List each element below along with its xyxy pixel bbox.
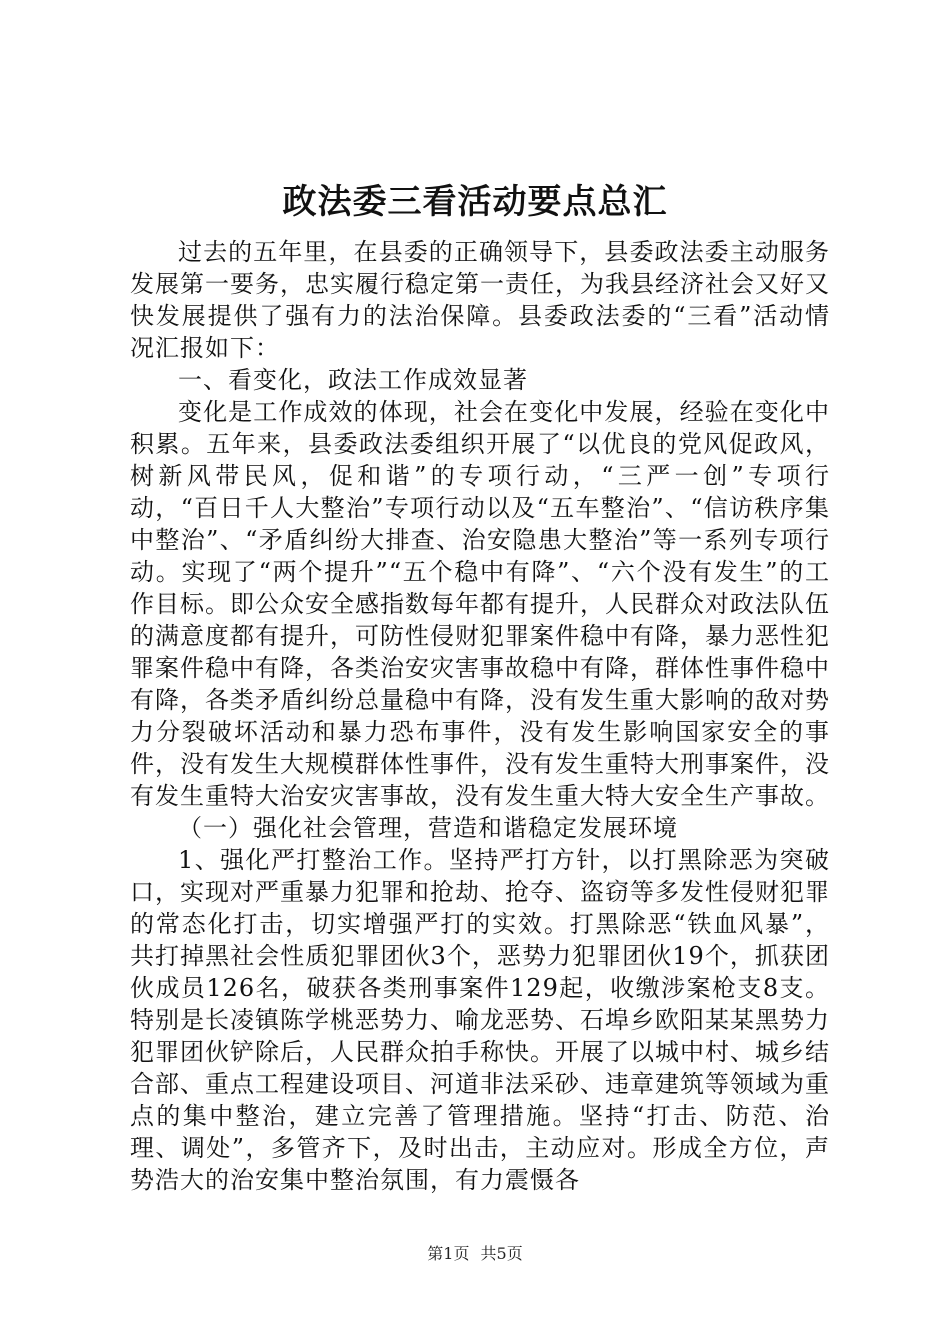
section-heading-changes: 一、看变化，政法工作成效显著 xyxy=(178,366,528,394)
total-pages: 共5页 xyxy=(480,1244,523,1263)
document-title: 政法委三看活动要点总汇 xyxy=(282,182,668,222)
subsection-heading-social-management: （一）强化社会管理，营造和谐稳定发展环境 xyxy=(178,814,678,842)
page-footer xyxy=(0,1244,950,1264)
crackdown-paragraph: 1、强化严打整治工作。坚持严打方针，以打黑除恶为突破口，实现对严重暴力犯罪和抢劫、抢夺、盗窃等多发性侵财犯罪的常态化打击，切实增强严打的实效。打黑除恶“铁血风暴”，共打掉黑社会性质犯罪团伙3个，恶势力犯罪团伙19个，抓获团伙成员126名，破获各类刑事案件129起，收缴涉案枪支8支。特别是长凌镇陈学桃恶势力、喻龙恶势、石埠乡欧阳某某黑势力犯罪团伙铲除后，人民群众拍手称快。开展了以城中村、城乡结合部、重点工程建设项目、河道非法采砂、违章建筑等领域为重点的集中整治，建立完善了管理措施。坚持“打击、防范、治理、调处”，多管齐下，及时出击，主动应对。形成全方位，声势浩大的治安集中整治氛围，有力震慑各 xyxy=(130,846,830,1194)
document-body xyxy=(130,236,830,1196)
changes-paragraph: 变化是工作成效的体现，社会在变化中发展，经验在变化中积累。五年来，县委政法委组织开展了“以优良的党风促政风，树新风带民风，促和谐”的专项行动，“三严一创”专项行动，“百日千人大整治”专项行动以及“五车整治”、“信访秩序集中整治”、“矛盾纠纷大排查、治安隐患大整治”等一系列专项行动。实现了“两个提升”“五个稳中有降”、“六个没有发生”的工作目标。即公众安全感指数每年都有提升，人民群众对政法队伍的满意度都有提升，可防性侵财犯罪案件稳中有降，暴力恶性犯罪案件稳中有降，各类治安灾害事故稳中有降，群体性事件稳中有降，各类矛盾纠纷总量稳中有降，没有发生重大影响的敌对势力分裂破坏活动和暴力恐布事件，没有发生影响国家安全的事件，没有发生大规模群体性事件，没有发生重特大刑事案件，没有发生重特大治安灾害事故，没有发生重大特大安全生产事故。 xyxy=(130,398,830,810)
intro-paragraph: 过去的五年里，在县委的正确领导下，县委政法委主动服务发展第一要务，忠实履行稳定第一责任，为我县经济社会又好又快发展提供了强有力的法治保障。县委政法委的“三看”活动情况汇报如下： xyxy=(130,238,830,362)
page-number: 第1页 xyxy=(427,1244,470,1263)
